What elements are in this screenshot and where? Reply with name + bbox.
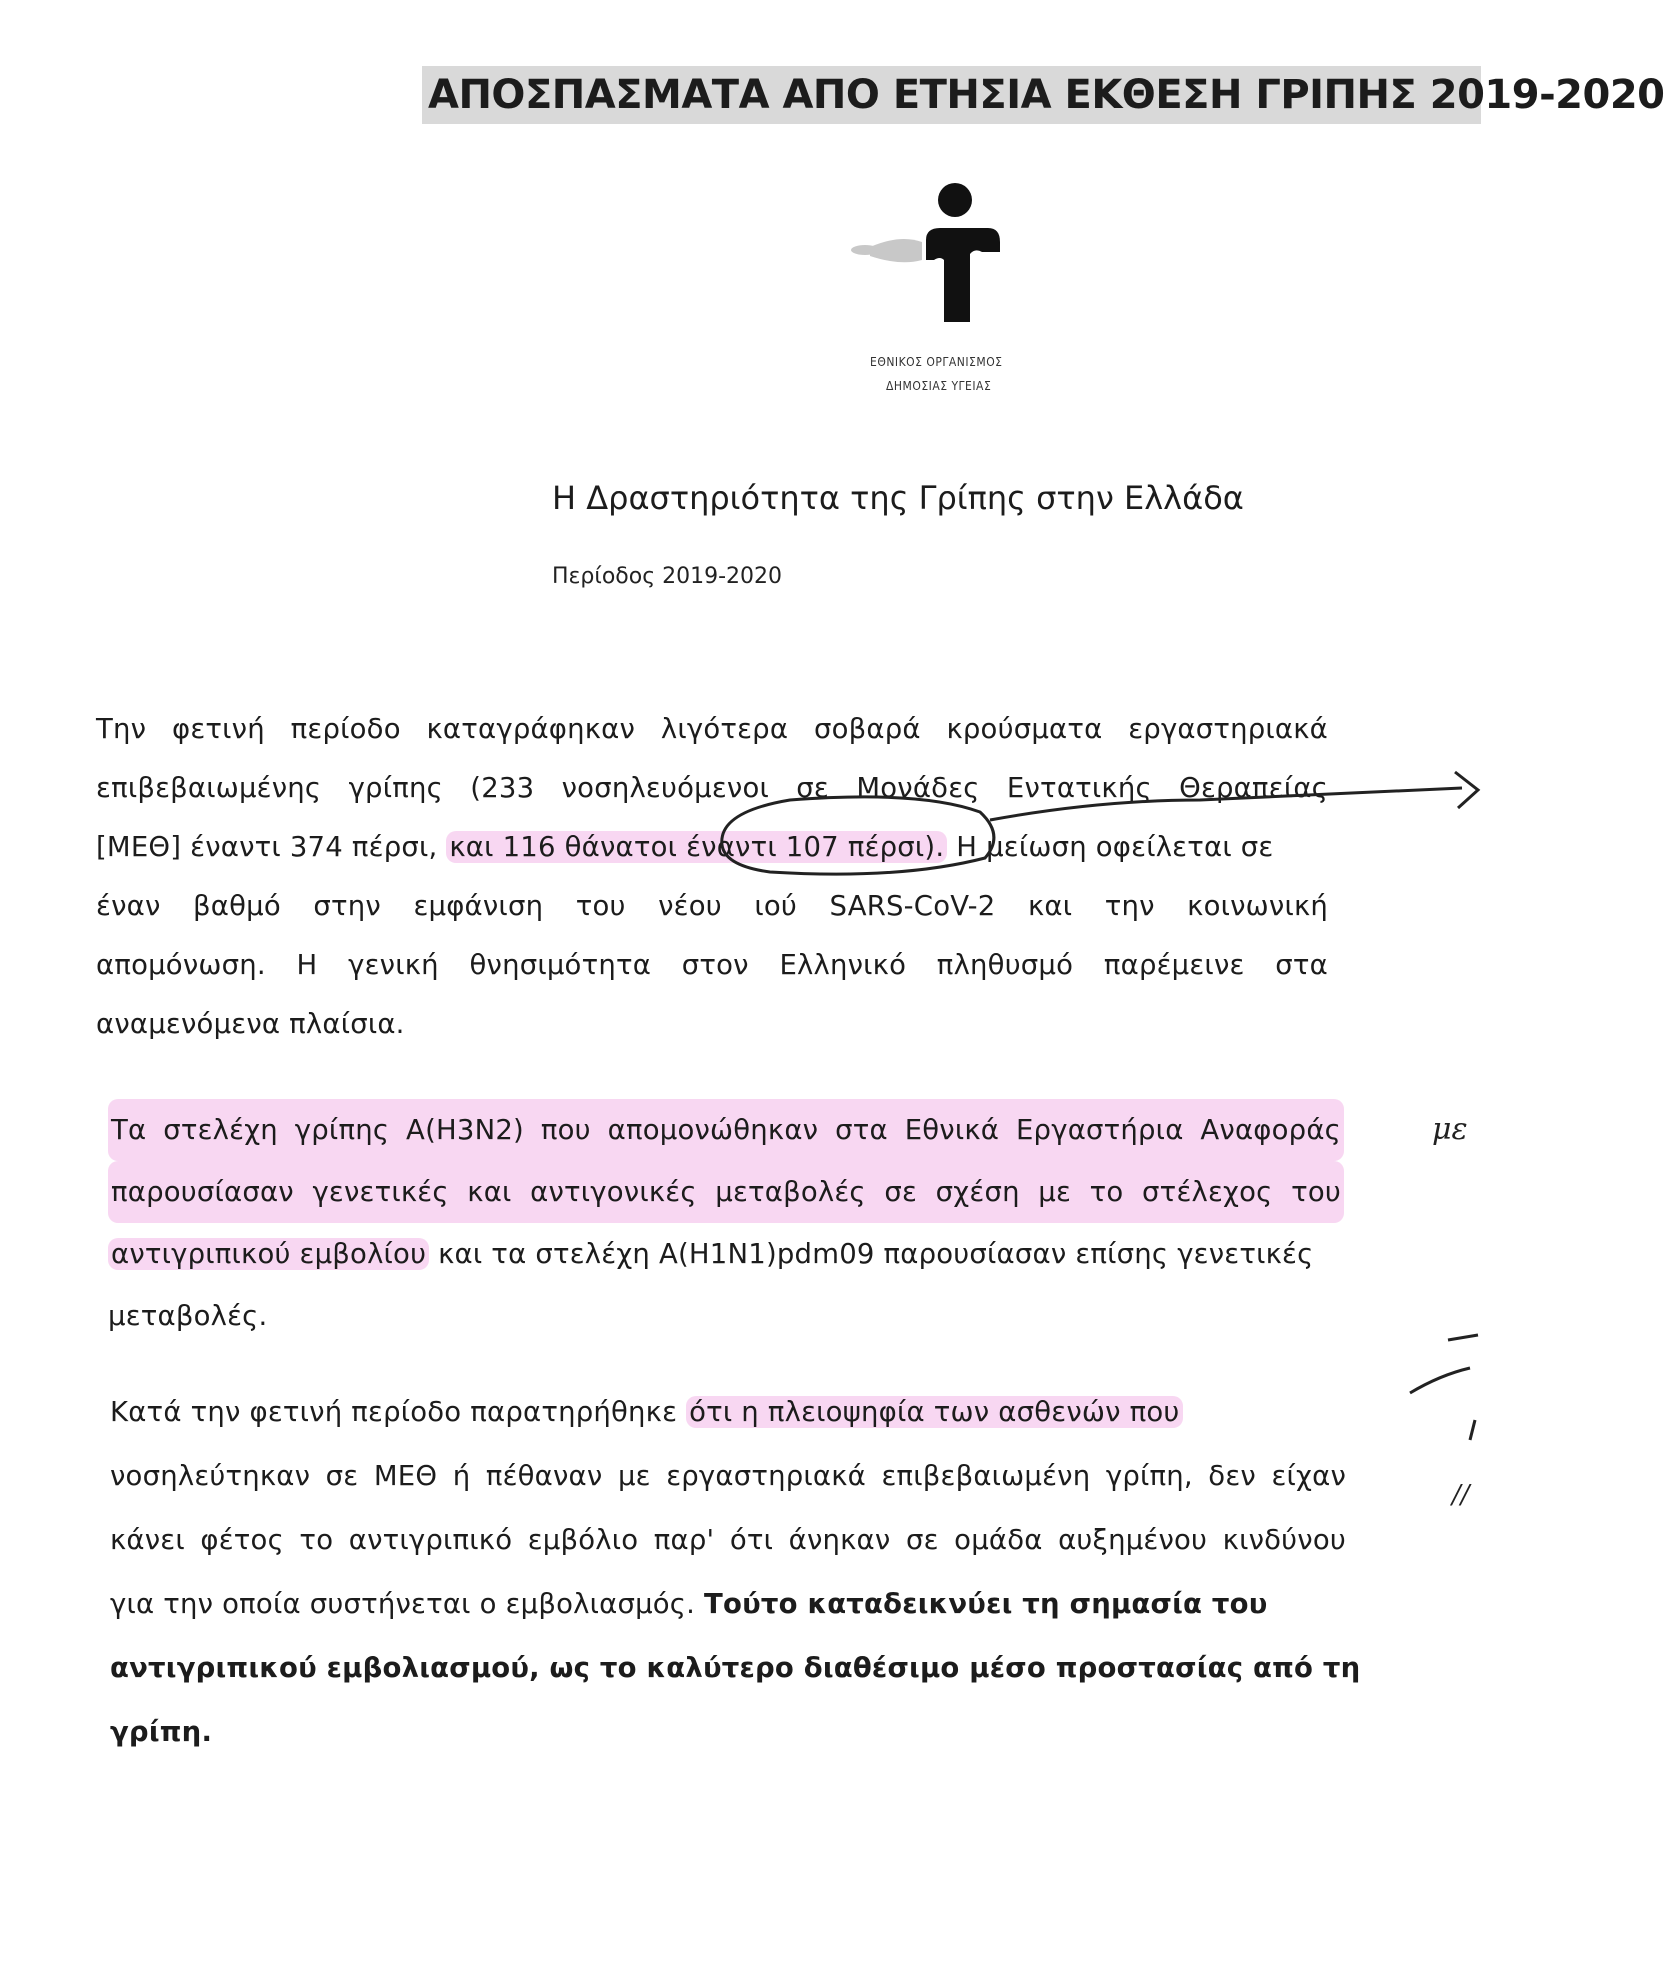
paragraph-1-line-3-start: [ΜΕΘ] έναντι 374 πέρσι, [96, 831, 447, 863]
paragraph-3-line-2: νοσηλεύτηκαν σε ΜΕΘ ή πέθαναν με εργαστηριακά επιβεβαιωμένη γρίπη, δεν είχαν [110, 1460, 1346, 1492]
paragraph-2-line-1: Τα στελέχη γρίπης Α(H3N2) που απομονώθηκαν στα Εθνικά Εργαστήρια Αναφοράς [108, 1099, 1344, 1161]
handwritten-stroke-3 [1470, 1420, 1475, 1440]
handwritten-margin-note-1: με [1432, 1112, 1468, 1147]
paragraph-2-line-3 [108, 1223, 1344, 1285]
period-label: Περίοδος 2019-2020 [552, 564, 783, 589]
highlighted-majority-text: ότι η πλειοψηφία των ασθενών που [686, 1396, 1182, 1428]
handwritten-margin-note-2: // [1452, 1480, 1470, 1510]
logo-text-line2: ΔΗΜΟΣΙΑΣ ΥΓΕΙΑΣ [886, 379, 992, 393]
logo-text-line1: ΕΘΝΙΚΟΣ ΟΡΓΑΝΙΣΜΟΣ [870, 355, 1003, 369]
paragraph-1-line-1: Την φετινή περίοδο καταγράφηκαν λιγότερα σοβαρά κρούσματα εργαστηριακά [96, 713, 1328, 745]
eody-logo [860, 182, 1060, 407]
paragraph-3-line-5: αντιγριπικού εμβολιασμού, ως το καλύτερο διαθέσιμο μέσο προστασίας από τη [110, 1652, 1361, 1684]
paragraph-3-line-3: κάνει φέτος το αντιγριπικό εμβόλιο παρ' ότι άνηκαν σε ομάδα αυξημένου κινδύνου [110, 1524, 1346, 1556]
handwritten-stroke-2 [1448, 1335, 1478, 1340]
paragraph-3-line-1 [110, 1380, 1346, 1444]
paragraph-1-line-6: αναμενόμενα πλαίσια. [96, 1008, 405, 1040]
paragraph-2-line-2: παρουσίασαν γενετικές και αντιγονικές μεταβολές σε σχέση με το στέλεχος του [108, 1161, 1344, 1223]
paragraph-1-line-5: απομόνωση. Η γενική θνησιμότητα στον Ελληνικό πληθυσμό παρέμεινε στα [96, 949, 1328, 981]
handwritten-stroke-1 [1410, 1368, 1470, 1393]
paragraph-2 [108, 1099, 1344, 1347]
highlighted-deaths-text: και 116 θάνατοι έναντι 107 πέρσι). [446, 831, 947, 863]
eody-logo-icon [860, 182, 1060, 352]
bold-conclusion-start: Τούτο καταδεικνύει τη σημασία του [704, 1588, 1268, 1620]
paragraph-3-line-6: γρίπη. [110, 1716, 213, 1748]
paragraph-2-line-4: μεταβολές. [108, 1300, 268, 1332]
highlighted-vaccine-text: αντιγριπικού εμβολίου [108, 1238, 429, 1270]
paragraph-1 [96, 700, 1328, 1054]
paragraph-3-line-4 [110, 1572, 1346, 1636]
arrow-head-icon [1455, 772, 1478, 808]
paragraph-1-line-4: έναν βαθμό στην εμφάνιση του νέου ιού SARS-CoV-2 και την κοινωνική [96, 890, 1328, 922]
paragraph-2-line-3-end: και τα στελέχη Α(H1N1)pdm09 παρουσίασαν επίσης γενετικές [429, 1238, 1314, 1270]
paragraph-1-line-2: επιβεβαιωμένης γρίπης (233 νοσηλευόμενοι σε Μονάδες Εντατικής Θεραπείας [96, 772, 1328, 804]
paragraph-3-line-1-start: Κατά την φετινή περίοδο παρατηρήθηκε [110, 1396, 687, 1428]
paragraph-3 [110, 1380, 1361, 1764]
paragraph-1-line-3 [96, 818, 1328, 877]
paragraph-3-line-4-start: για την οποία συστήνεται ο εμβολιασμός. [110, 1588, 705, 1620]
document-title-banner: ΑΠΟΣΠΑΣΜΑΤΑ ΑΠΟ ΕΤΗΣΙΑ ΕΚΘΕΣΗ ΓΡΙΠΗΣ 2019-2020 [422, 66, 1481, 124]
section-heading: Η Δραστηριότητα της Γρίπης στην Ελλάδα [552, 479, 1244, 517]
paragraph-1-line-3-end: Η μείωση οφείλεται σε [947, 831, 1274, 863]
